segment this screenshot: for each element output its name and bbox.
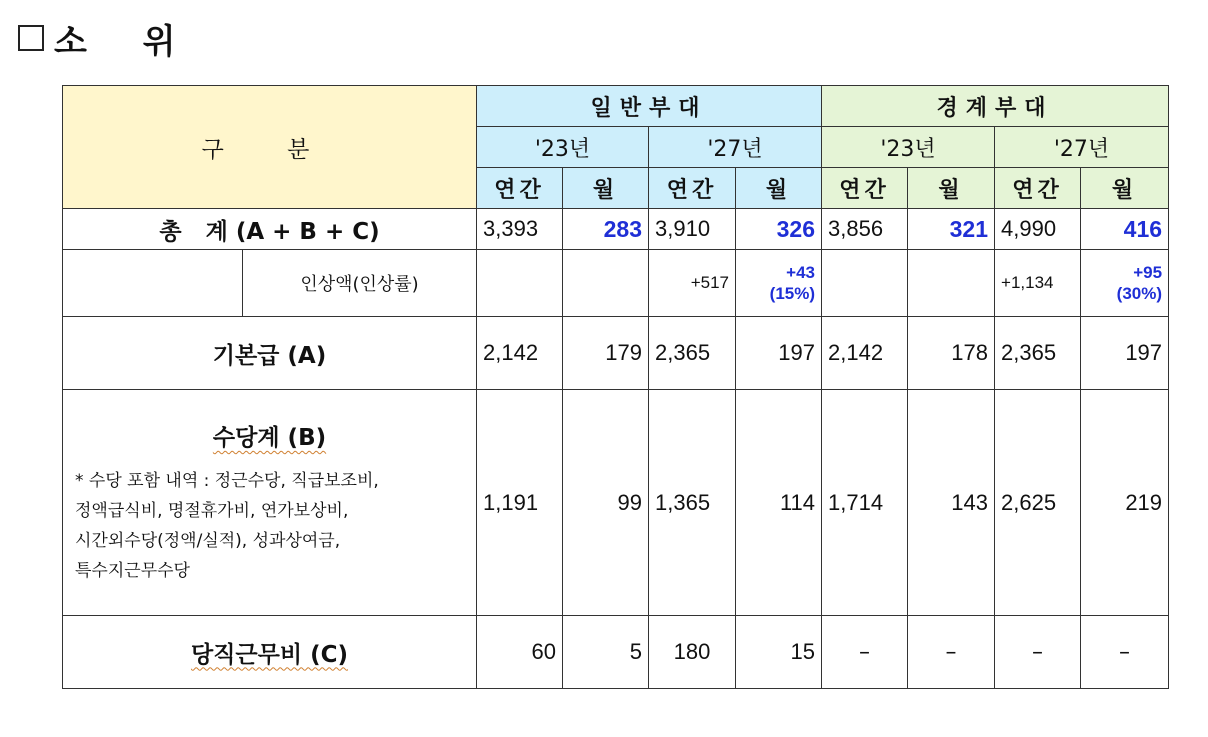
table-cell: [822, 250, 908, 317]
section-heading: [18, 14, 198, 62]
base-label: 기본급 (A): [63, 317, 477, 390]
table-cell: 283: [563, 209, 649, 250]
table-cell: [477, 250, 563, 317]
allowance-label-cell: [63, 390, 477, 616]
table-cell: 219: [1081, 390, 1169, 616]
increase-rate: (30%): [1116, 284, 1163, 303]
header-year: '23년: [822, 127, 995, 168]
allowance-label: 수당계 (B): [212, 425, 327, 451]
table-cell: 3,856: [822, 209, 908, 250]
increase-amount: +95: [1133, 263, 1163, 282]
table-row-total: [63, 209, 1169, 250]
header-general-units: 일반부대: [477, 86, 822, 127]
table-cell: 1,191: [477, 390, 563, 616]
header-month: 월: [908, 168, 995, 209]
table-row-duty: [63, 616, 1169, 689]
header-month: 월: [1081, 168, 1169, 209]
table-cell: [908, 250, 995, 317]
allowance-note-line: 시간외수당(정액/실적), 성과상여금,: [75, 531, 341, 551]
blank-cell: [63, 250, 243, 317]
table-cell: +1,134: [995, 250, 1081, 317]
table-cell: –: [908, 616, 995, 689]
table-cell: 5: [563, 616, 649, 689]
header-border-units: 경계부대: [822, 86, 1169, 127]
header-year: '23년: [477, 127, 649, 168]
header-year: '27년: [995, 127, 1169, 168]
duty-label-cell: [63, 616, 477, 689]
table-cell: 2,365: [649, 317, 736, 390]
header-annual: 연간: [649, 168, 736, 209]
table-row-allowance: [63, 390, 1169, 616]
increase-cell: [736, 250, 822, 317]
table-cell: 143: [908, 390, 995, 616]
table-cell: 180: [649, 616, 736, 689]
allowance-note-line: * 수당 포함 내역 : 정근수당, 직급보조비,: [75, 471, 379, 491]
table-cell: 197: [1081, 317, 1169, 390]
table-cell: 4,990: [995, 209, 1081, 250]
table-row-base: [63, 317, 1169, 390]
table-cell: 1,365: [649, 390, 736, 616]
increase-rate: (15%): [769, 284, 816, 303]
header-annual: 연간: [822, 168, 908, 209]
table-cell: 321: [908, 209, 995, 250]
table-cell: [563, 250, 649, 317]
table-cell: 416: [1081, 209, 1169, 250]
header-month: 월: [563, 168, 649, 209]
table-cell: 326: [736, 209, 822, 250]
header-gubun: 구 분: [63, 86, 477, 209]
table-cell: 99: [563, 390, 649, 616]
table-row-increase: [63, 250, 1169, 317]
duty-label: 당직근무비 (C): [190, 641, 348, 668]
header-year: '27년: [649, 127, 822, 168]
section-title: 소 위: [54, 21, 198, 62]
table-cell: 197: [736, 317, 822, 390]
table-cell: 3,393: [477, 209, 563, 250]
table-cell: 114: [736, 390, 822, 616]
header-annual: 연간: [995, 168, 1081, 209]
total-label: 총 계 (A + B + C): [63, 209, 477, 250]
header-annual: 연간: [477, 168, 563, 209]
table-cell: 15: [736, 616, 822, 689]
table-cell: –: [1081, 616, 1169, 689]
table-cell: +517: [649, 250, 736, 317]
table-cell: 2,365: [995, 317, 1081, 390]
table-cell: 2,625: [995, 390, 1081, 616]
table-cell: 179: [563, 317, 649, 390]
table-cell: –: [995, 616, 1081, 689]
increase-amount: +43: [786, 263, 816, 282]
table-cell: 2,142: [822, 317, 908, 390]
allowance-note-line: 특수지근무수당: [75, 561, 190, 581]
table-cell: 2,142: [477, 317, 563, 390]
table-cell: 178: [908, 317, 995, 390]
table-cell: 60: [477, 616, 563, 689]
increase-label: 인상액(인상률): [243, 250, 477, 317]
checkbox-square-icon: [18, 25, 44, 51]
header-month: 월: [736, 168, 822, 209]
allowance-note-line: 정액급식비, 명절휴가비, 연가보상비,: [75, 501, 349, 521]
table-cell: –: [822, 616, 908, 689]
table-cell: 3,910: [649, 209, 736, 250]
increase-cell: [1081, 250, 1169, 317]
salary-table: [62, 85, 1169, 689]
table-cell: 1,714: [822, 390, 908, 616]
header-row-groups: [63, 86, 1169, 127]
